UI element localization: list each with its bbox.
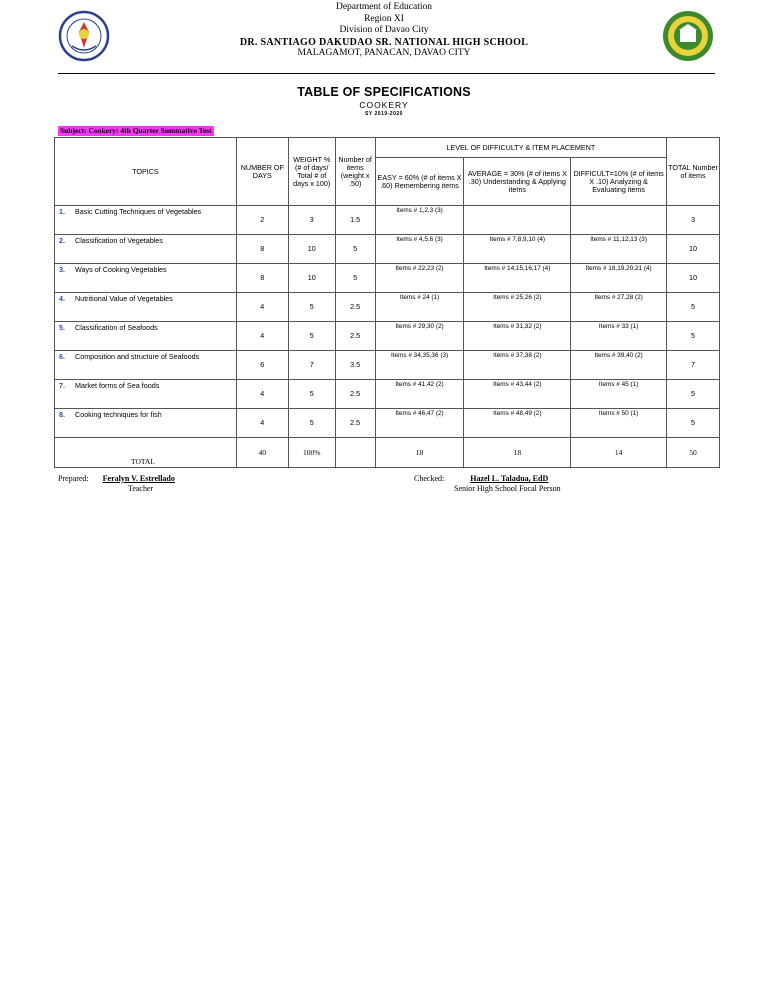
total-cell: 10 xyxy=(667,235,720,264)
topic-cell xyxy=(55,264,237,293)
items-cell: 1.5 xyxy=(335,206,375,235)
total-easy: 18 xyxy=(375,438,464,468)
total-total: 50 xyxy=(667,438,720,468)
average-cell: Items # 37,38 (2) xyxy=(464,351,571,380)
topic-name: Classification of Vegetables xyxy=(75,236,163,245)
total-cell: 7 xyxy=(667,351,720,380)
header-difficult: DIFFICULT=10% (# of items X .10) Analyzing & Evaluating items xyxy=(571,158,667,206)
checked-label: Checked: xyxy=(414,474,445,483)
weight-cell: 7 xyxy=(288,351,335,380)
difficult-cell xyxy=(571,206,667,235)
average-cell: Items # 14,15,16,17 (4) xyxy=(464,264,571,293)
average-cell xyxy=(464,206,571,235)
topic-name: Composition and structure of Seafoods xyxy=(75,352,200,361)
topic-cell xyxy=(55,380,237,409)
items-cell: 2.5 xyxy=(335,409,375,438)
items-cell: 2.5 xyxy=(335,380,375,409)
difficult-cell: Items # 45 (1) xyxy=(571,380,667,409)
table-row xyxy=(55,409,720,438)
subject-label: Subject: Cookery: 4th Quarter Summative Test xyxy=(60,126,212,135)
header-items: Number of items (weight x .50) xyxy=(335,138,375,206)
weight-cell: 5 xyxy=(288,380,335,409)
days-cell: 4 xyxy=(236,293,288,322)
weight-cell: 10 xyxy=(288,264,335,293)
total-average: 18 xyxy=(464,438,571,468)
checked-block xyxy=(414,474,561,494)
document-title-block xyxy=(0,85,768,117)
checked-name: Hazel L. Taladua, EdD xyxy=(470,474,549,483)
topic-number: 5. xyxy=(59,323,65,332)
days-cell: 8 xyxy=(236,264,288,293)
easy-cell: Items # 4,5,6 (3) xyxy=(375,235,464,264)
items-cell: 2.5 xyxy=(335,293,375,322)
easy-cell: Items # 46,47 (2) xyxy=(375,409,464,438)
header-line-1: Department of Education xyxy=(335,2,433,12)
header-average: AVERAGE = 30% (# of items X .30) Understanding & Applying items xyxy=(464,158,571,206)
days-cell: 6 xyxy=(236,351,288,380)
header-easy: EASY = 60% (# of items X .60) Remembering items xyxy=(375,158,464,206)
table-row xyxy=(55,380,720,409)
total-weight: 100% xyxy=(288,438,335,468)
average-cell: Items # 7,8,9,10 (4) xyxy=(464,235,571,264)
topic-cell xyxy=(55,351,237,380)
difficult-cell: Items # 27,28 (2) xyxy=(571,293,667,322)
topic-name: Cooking techniques for fish xyxy=(75,410,162,419)
difficult-cell: Items # 11,12,13 (3) xyxy=(571,235,667,264)
total-cell: 3 xyxy=(667,206,720,235)
weight-cell: 10 xyxy=(288,235,335,264)
easy-cell: Items # 1,2,3 (3) xyxy=(375,206,464,235)
items-cell: 2.5 xyxy=(335,322,375,351)
topic-number: 3. xyxy=(59,265,65,274)
topic-cell xyxy=(55,322,237,351)
easy-cell: Items # 22,23 (2) xyxy=(375,264,464,293)
total-cell: 10 xyxy=(667,264,720,293)
total-cell: 5 xyxy=(667,322,720,351)
header-total: TOTAL Number of items xyxy=(667,138,720,206)
items-cell: 5 xyxy=(335,235,375,264)
topic-name: Market forms of Sea foods xyxy=(75,381,160,390)
header-topics: TOPICS xyxy=(55,138,237,206)
total-days: 40 xyxy=(236,438,288,468)
weight-cell: 5 xyxy=(288,409,335,438)
average-cell: Items # 25,26 (2) xyxy=(464,293,571,322)
topic-number: 6. xyxy=(59,352,65,361)
header-level: LEVEL OF DIFFICULTY & ITEM PLACEMENT xyxy=(375,138,666,158)
total-label: TOTAL xyxy=(55,438,237,468)
school-address: MALAGAMOT, PANACAN, DAVAO CITY xyxy=(297,48,471,58)
average-cell: Items # 43,44 (2) xyxy=(464,380,571,409)
topic-number: 8. xyxy=(59,410,65,419)
days-cell: 4 xyxy=(236,380,288,409)
table-row xyxy=(55,264,720,293)
difficult-cell: Items # 50 (1) xyxy=(571,409,667,438)
average-cell: Items # 48,49 (2) xyxy=(464,409,571,438)
topic-cell xyxy=(55,235,237,264)
days-cell: 4 xyxy=(236,322,288,351)
items-cell: 5 xyxy=(335,264,375,293)
topic-name: Basic Cutting Techniques of Vegetables xyxy=(75,207,202,216)
header-days: NUMBER OF DAYS xyxy=(236,138,288,206)
difficult-cell: Items # 33 (1) xyxy=(571,322,667,351)
difficult-cell: Items # 39,40 (2) xyxy=(571,351,667,380)
header-weight: WEIGHT % (# of days/ Total # of days x 100) xyxy=(288,138,335,206)
total-difficult: 14 xyxy=(571,438,667,468)
weight-cell: 3 xyxy=(288,206,335,235)
easy-cell: Items # 41,42 (2) xyxy=(375,380,464,409)
topic-name: Nutritional Value of Vegetables xyxy=(75,294,173,303)
checked-role: Senior High School Focal Person xyxy=(454,484,561,493)
table-row xyxy=(55,351,720,380)
topic-number: 4. xyxy=(59,294,65,303)
school-name: DR. SANTIAGO DAKUDAO SR. NATIONAL HIGH SCHOOL xyxy=(239,36,529,48)
topic-name: Classification of Seafoods xyxy=(75,323,158,332)
topic-cell xyxy=(55,206,237,235)
easy-cell: Items # 24 (1) xyxy=(375,293,464,322)
header-line-2: Region XI xyxy=(364,13,404,24)
header-divider xyxy=(58,73,715,74)
topic-cell xyxy=(55,409,237,438)
total-items xyxy=(335,438,375,468)
days-cell: 8 xyxy=(236,235,288,264)
difficult-cell: Items # 18,19,20,21 (4) xyxy=(571,264,667,293)
weight-cell: 5 xyxy=(288,293,335,322)
days-cell: 4 xyxy=(236,409,288,438)
table-row xyxy=(55,293,720,322)
days-cell: 2 xyxy=(236,206,288,235)
weight-cell: 5 xyxy=(288,322,335,351)
table-row xyxy=(55,235,720,264)
easy-cell: Items # 29,30 (2) xyxy=(375,322,464,351)
header-line-3: Division of Davao City xyxy=(339,25,429,35)
total-cell: 5 xyxy=(667,409,720,438)
topic-name: Ways of Cooking Vegetables xyxy=(75,265,167,274)
table-row xyxy=(55,206,720,235)
topic-number: 7. xyxy=(59,381,65,390)
total-cell: 5 xyxy=(667,293,720,322)
document-subtitle: COOKERY xyxy=(359,100,409,110)
specifications-table xyxy=(54,137,720,468)
average-cell: Items # 31,32 (2) xyxy=(464,322,571,351)
table-row xyxy=(55,322,720,351)
prepared-role: Teacher xyxy=(128,484,154,493)
document-header xyxy=(0,2,768,60)
school-year: SY 2019-2020 xyxy=(365,111,403,117)
prepared-block xyxy=(58,474,175,494)
topic-number: 1. xyxy=(59,207,65,216)
document-title: TABLE OF SPECIFICATIONS xyxy=(297,85,471,99)
topic-cell xyxy=(55,293,237,322)
topic-number: 2. xyxy=(59,236,65,245)
easy-cell: Items # 34,35,36 (3) xyxy=(375,351,464,380)
prepared-label: Prepared: xyxy=(58,474,89,483)
prepared-name: Feralyn V. Estrellado xyxy=(102,474,175,483)
items-cell: 3.5 xyxy=(335,351,375,380)
total-row xyxy=(55,438,720,468)
total-cell: 5 xyxy=(667,380,720,409)
